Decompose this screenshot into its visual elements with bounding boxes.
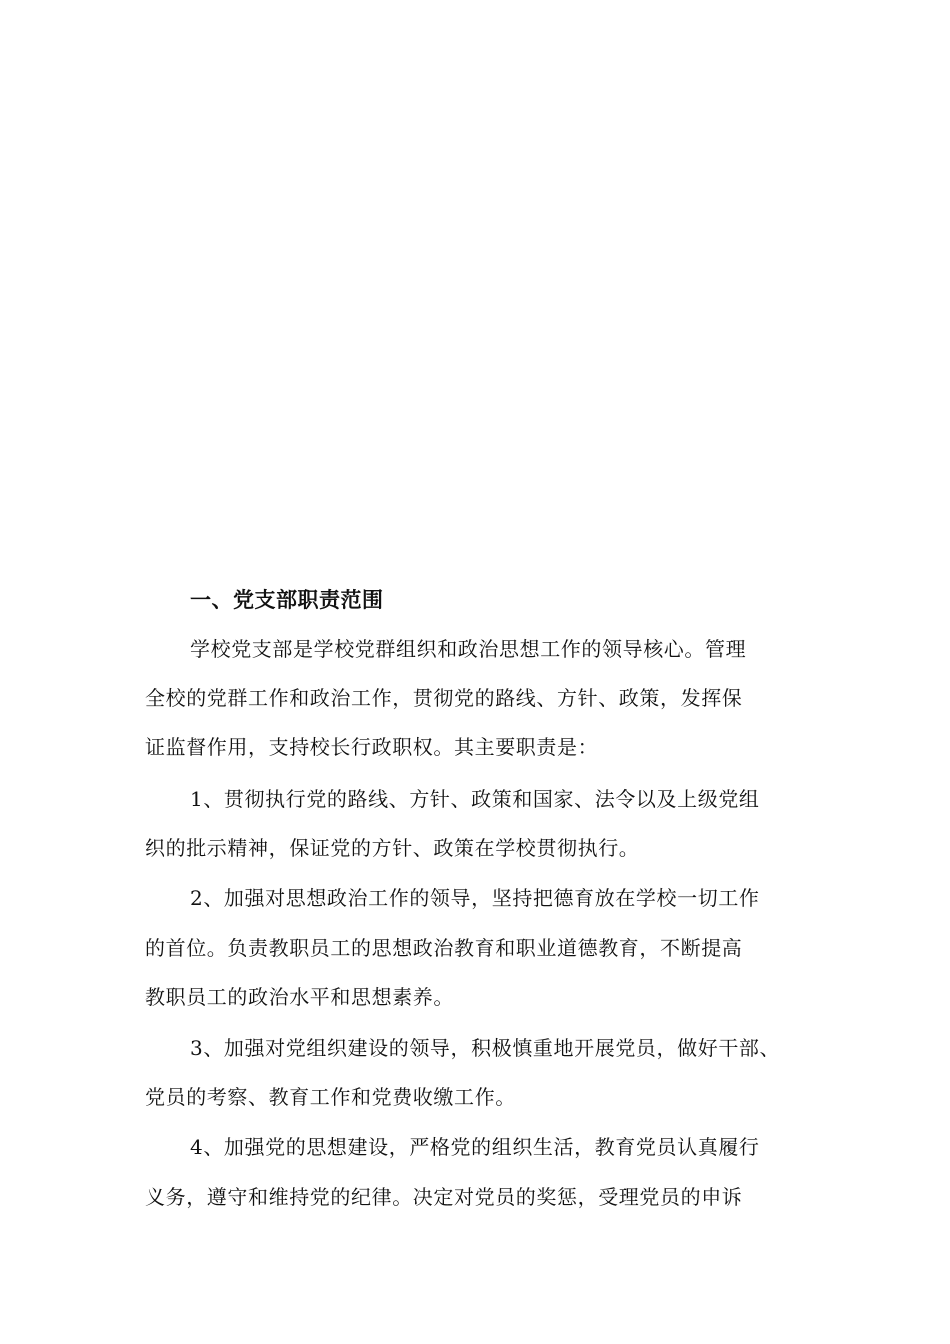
paragraph-line: 教职员工的政治水平和思想素养。: [145, 985, 454, 1009]
paragraph-line: 4、加强党的思想建设，严格党的组织生活，教育党员认真履行: [190, 1135, 760, 1159]
paragraph-line: 织的批示精神，保证党的方针、政策在学校贯彻执行。: [145, 836, 640, 860]
paragraph-line: 证监督作用，支持校长行政职权。其主要职责是：: [145, 735, 599, 759]
paragraph-line: 党员的考察、教育工作和党费收缴工作。: [145, 1085, 516, 1109]
paragraph-line: 2、加强对思想政治工作的领导，坚持把德育放在学校一切工作: [190, 886, 760, 910]
paragraph-line: 全校的党群工作和政治工作，贯彻党的路线、方针、政策，发挥保: [145, 686, 743, 710]
paragraph-line: 的首位。负责教职员工的思想政治教育和职业道德教育，不断提高: [145, 936, 743, 960]
paragraph-line: 义务，遵守和维持党的纪律。决定对党员的奖惩，受理党员的申诉: [145, 1185, 743, 1209]
paragraph-line: 3、加强对党组织建设的领导，积极慎重地开展党员，做好干部、: [190, 1036, 781, 1060]
section-heading: 一、党支部职责范围: [190, 588, 384, 612]
paragraph-line: 学校党支部是学校党群组织和政治思想工作的领导核心。管理: [190, 637, 747, 661]
paragraph-line: 1、贯彻执行党的路线、方针、政策和国家、法令以及上级党组: [190, 787, 760, 811]
